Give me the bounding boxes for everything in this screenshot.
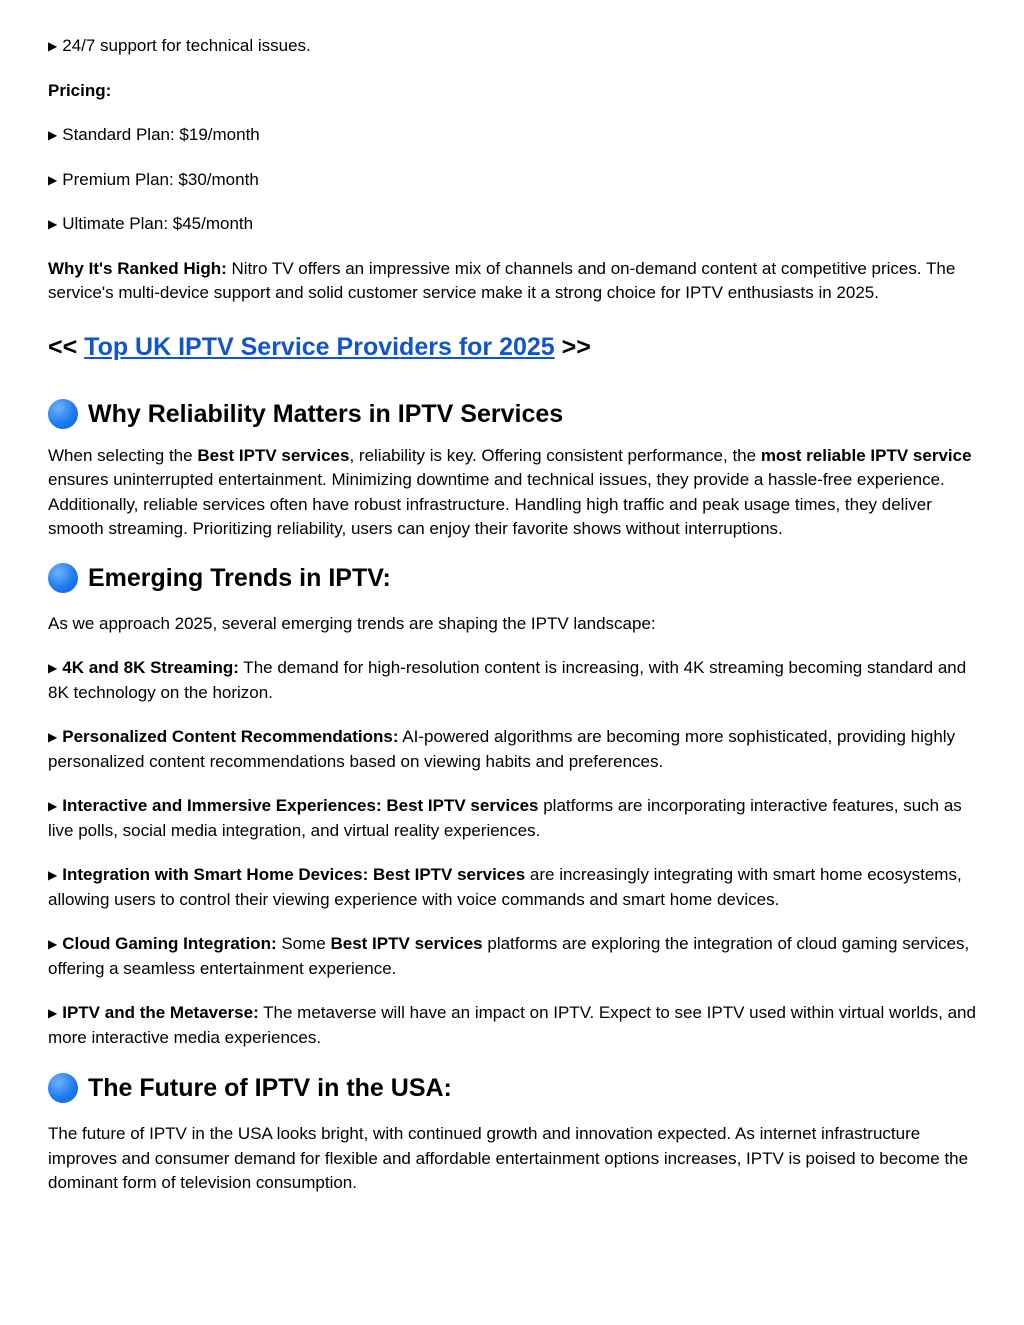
reliability-paragraph-2: Additionally, reliable services often have robust infrastructure. Handling high traffic and peak usage times, they deliver smooth streaming. Prioritizing reliability, users can enjoy their favorite shows without interruptions. — [48, 494, 932, 538]
triangle-right-icon: ▶ — [48, 868, 58, 882]
triangle-right-icon: ▶ — [48, 39, 58, 53]
pricing-plan-premium: ▶ Premium Plan: $30/month — [48, 169, 259, 189]
triangle-right-icon: ▶ — [48, 128, 58, 142]
pricing-plan-standard: ▶ Standard Plan: $19/month — [48, 125, 260, 144]
trend-item: ▶ Interactive and Immersive Experiences: Best IPTV services platforms are incorporating interactive features, such as live polls, social media integration, and virtual reality experiences. — [48, 796, 962, 840]
support-bullet: ▶ 24/7 support for technical issues. — [48, 36, 311, 55]
triangle-right-icon: ▶ — [48, 217, 58, 231]
uk-iptv-providers-link[interactable]: Top UK IPTV Service Providers for 2025 — [84, 332, 555, 361]
triangle-right-icon: ▶ — [48, 1006, 58, 1020]
triangle-right-icon: ▶ — [48, 730, 58, 744]
triangle-right-icon: ▶ — [48, 799, 58, 813]
blue-circle-icon — [48, 563, 78, 593]
trends-heading: Emerging Trends in IPTV: — [48, 562, 976, 594]
ranked-high-label: Why It's Ranked High: — [48, 258, 227, 278]
triangle-right-icon: ▶ — [48, 172, 58, 187]
trend-item: ▶ 4K and 8K Streaming: The demand for high-resolution content is increasing, with 4K streaming becoming standard and 8K technology on the horizon. — [48, 658, 967, 702]
ranked-high-paragraph: Why It's Ranked High: Nitro TV offers an impressive mix of channels and on-demand content at competitive prices. The service's multi-device support and solid customer service make it a strong choice for IPTV enthusiasts in 2025. — [48, 258, 956, 302]
triangle-right-icon: ▶ — [48, 937, 58, 951]
triangle-right-icon: ▶ — [48, 661, 58, 675]
reliability-body — [48, 444, 976, 542]
pricing-plan-ultimate: ▶ Ultimate Plan: $45/month — [48, 214, 254, 233]
trend-item: ▶ Cloud Gaming Integration: Some Best IPTV services platforms are exploring the integration of cloud gaming services, offering a seamless entertainment experience. — [48, 934, 970, 978]
trend-item: ▶ Personalized Content Recommendations: AI-powered algorithms are becoming more sophisticated, providing highly personalized content recommendations based on viewing habits and preferences. — [48, 727, 956, 771]
trend-item: ▶ IPTV and the Metaverse: The metaverse will have an impact on IPTV. Expect to see IPTV used within virtual worlds, and more interactive media experiences. — [48, 1003, 976, 1047]
blue-circle-icon — [48, 399, 78, 429]
trend-item: ▶ Integration with Smart Home Devices: Best IPTV services are increasingly integrating with smart home ecosystems, allowing users to control their viewing experience with voice commands and smart home devices. — [48, 865, 962, 909]
related-link-line: << Top UK IPTV Service Providers for 2025 >> — [48, 332, 591, 361]
blue-circle-icon — [48, 1073, 78, 1103]
trends-intro: As we approach 2025, several emerging trends are shaping the IPTV landscape: — [48, 613, 656, 633]
reliability-heading: Why Reliability Matters in IPTV Services — [48, 398, 976, 430]
future-heading: The Future of IPTV in the USA: — [48, 1072, 976, 1104]
future-paragraph: The future of IPTV in the USA looks bright, with continued growth and innovation expected. As internet infrastructure improves and consumer demand for flexible and affordable entertainment options increases, IPTV is poised to become the dominant form of television consumption. — [48, 1124, 969, 1192]
reliability-paragraph-1: When selecting the Best IPTV services, reliability is key. Offering consistent performance, the most reliable IPTV service ensures uninterrupted entertainment. Minimizing downtime and technical issues, they provide a hassle-free experience. — [48, 445, 972, 489]
pricing-heading: Pricing: — [48, 80, 112, 100]
